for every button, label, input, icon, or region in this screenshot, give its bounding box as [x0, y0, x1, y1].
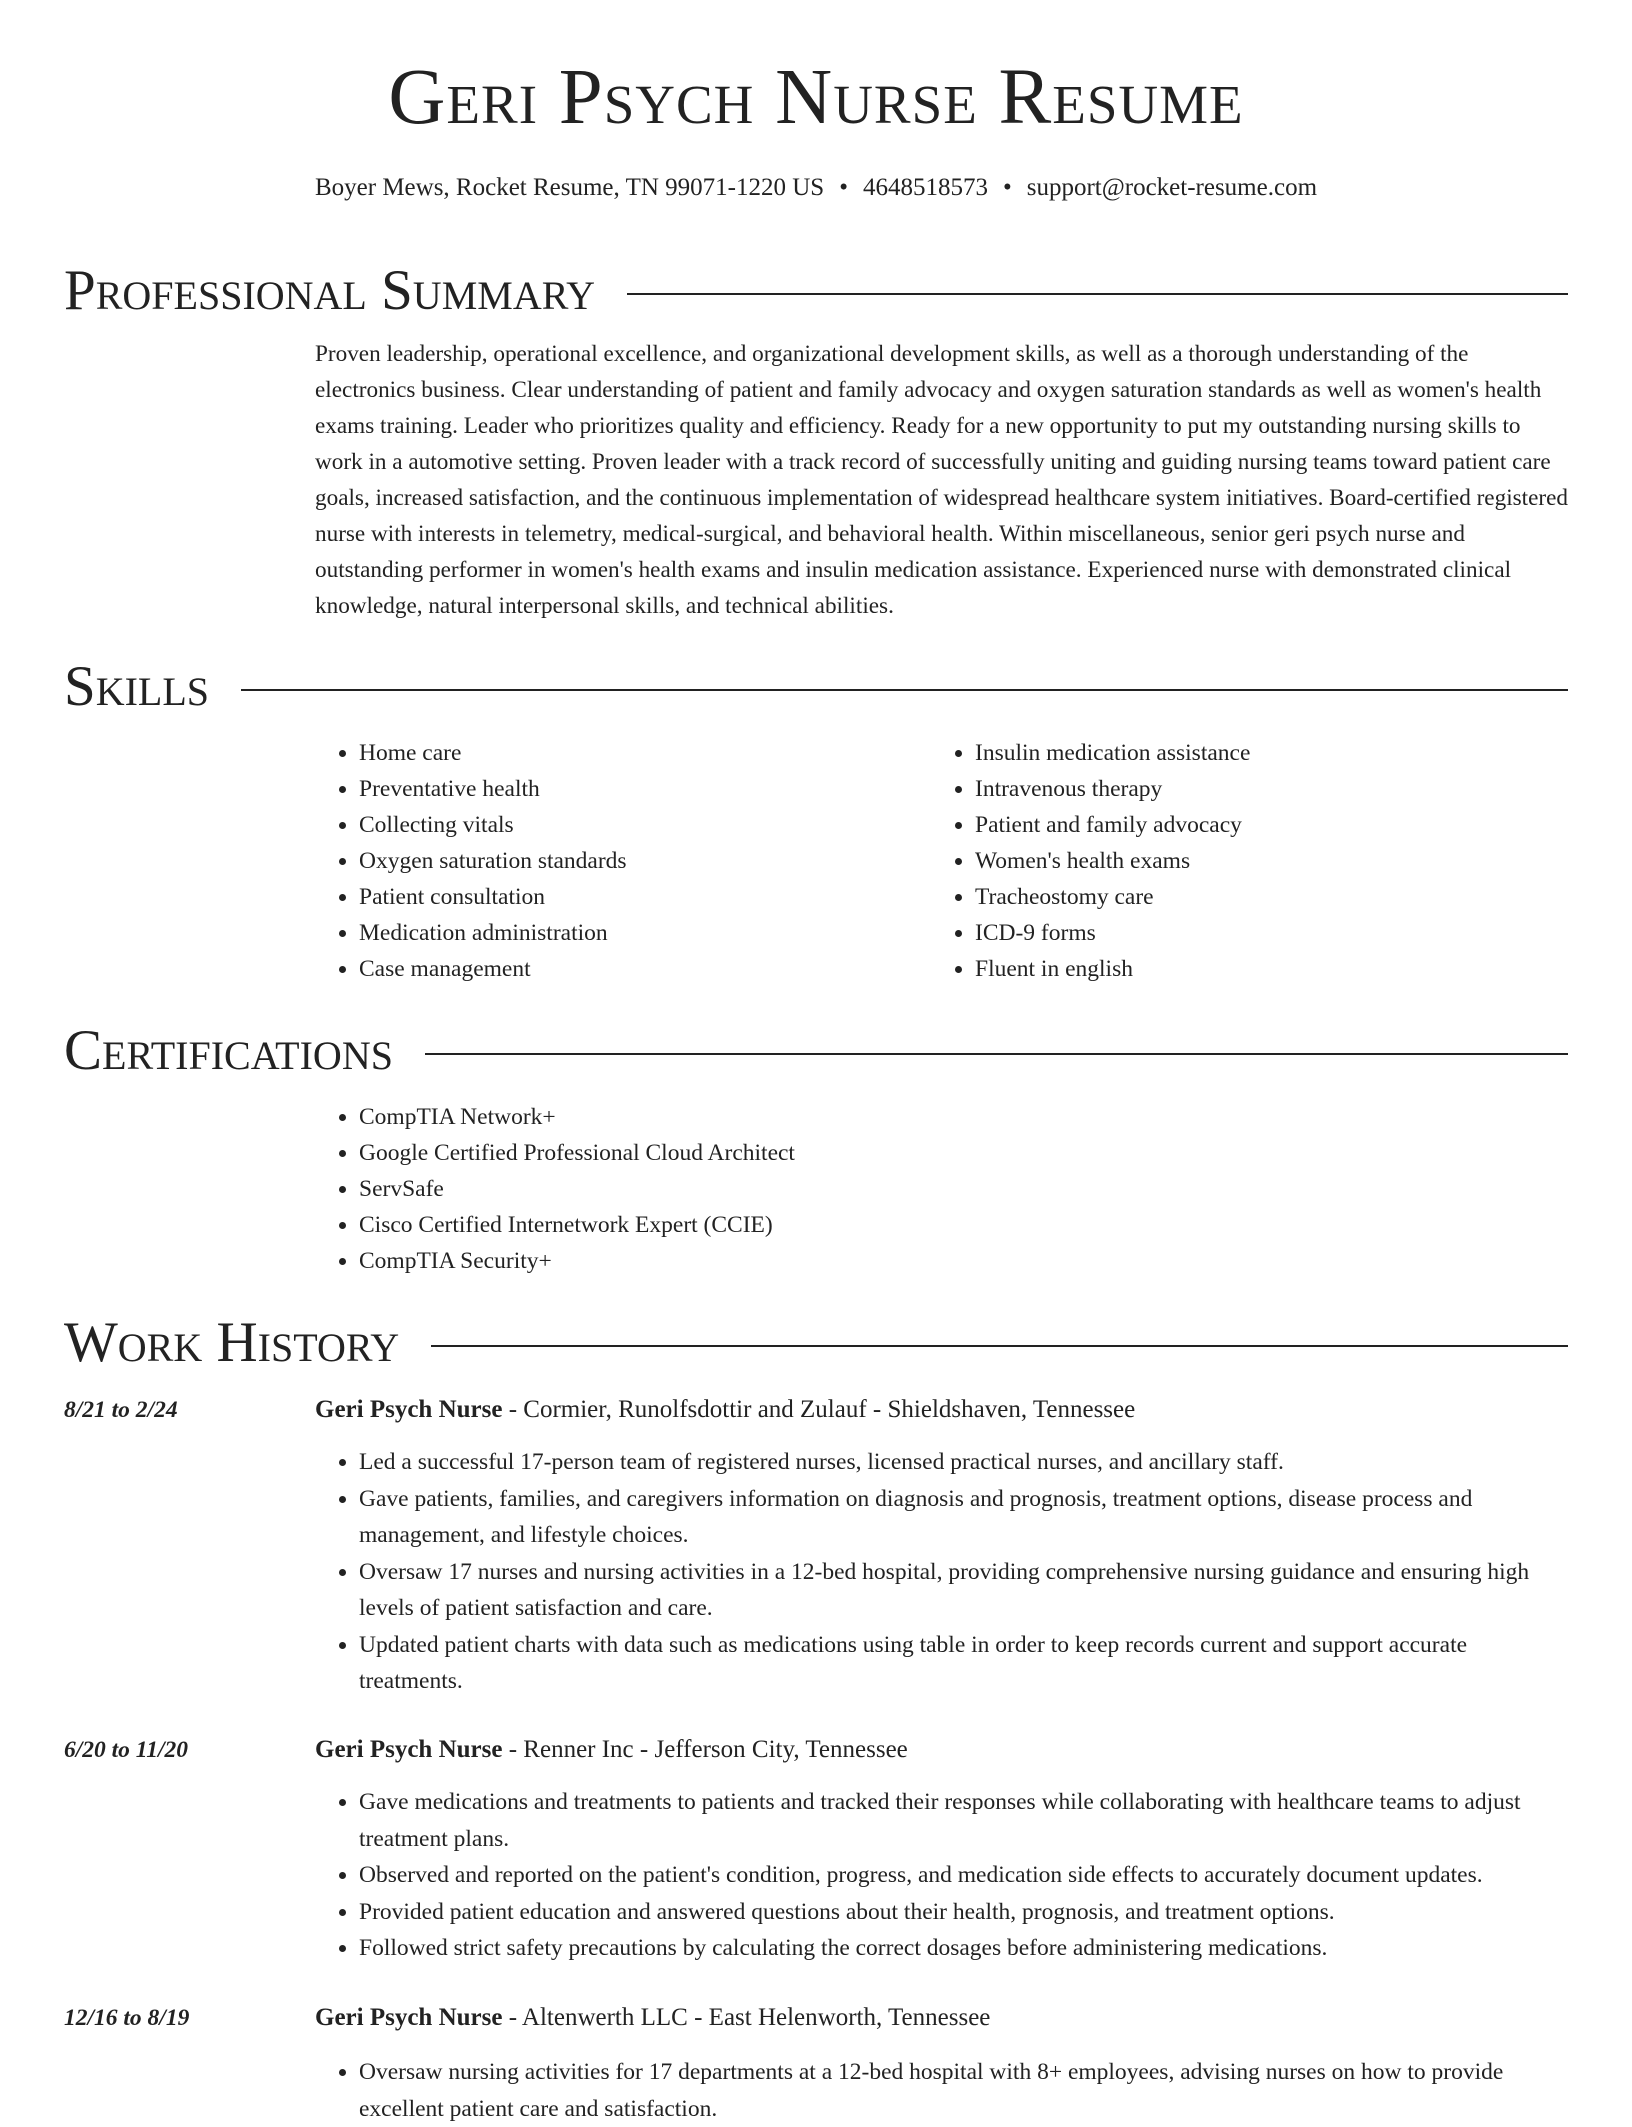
skill-item: • Medication administration [359, 915, 875, 951]
certification-item: • CompTIA Security+ [359, 1243, 1515, 1279]
section-title: Skills [64, 655, 210, 718]
job-bullet: • Gave medications and treatments to patients and tracked their responses while collaborating with healthcare teams to adjust treatment plans. [359, 1784, 1568, 1857]
job-bullet: • Oversaw nursing activities for 17 departments at a 12-bed hospital with 8+ employees, advising nurses on how to provide excellent patient care and satisfaction. [359, 2054, 1568, 2127]
skills-column-right [931, 735, 1551, 987]
job-heading [315, 2004, 990, 2032]
certifications-heading [64, 1019, 1568, 1082]
job-heading [315, 1736, 908, 1764]
skill-item: • Fluent in english [975, 951, 1551, 987]
skills-heading [64, 655, 1568, 718]
job-heading [315, 1396, 1135, 1424]
job-bullet: • Followed strict safety precautions by calculating the correct dosages before administering medications. [359, 1930, 1568, 1967]
phone: 4648518573 [862, 174, 988, 201]
email: support@rocket-resume.com [1026, 174, 1318, 201]
job-dates: 12/16 to 8/19 [64, 2005, 190, 2031]
separator: • [839, 174, 848, 201]
job-bullet: • Provided patient education and answered questions about their health, prognosis, and treatment options. [359, 1894, 1568, 1931]
job-bullet: • Led a successful 17-person team of registered nurses, licensed practical nurses, and ancillary staff. [359, 1444, 1568, 1481]
job-title: Geri Psych Nurse [315, 1396, 503, 1423]
job-employer: - Renner Inc - Jefferson City, Tennessee [502, 1736, 908, 1763]
job-bullet: • Observed and reported on the patient's condition, progress, and medication side effects to accurately document updates. [359, 1857, 1568, 1894]
work-history-heading [64, 1311, 1568, 1374]
resume-title: Geri Psych Nurse Resume [388, 54, 1244, 141]
certifications-list [315, 1099, 1515, 1279]
skill-item: • Oxygen saturation standards [359, 843, 875, 879]
summary-text: Proven leadership, operational excellence, and organizational development skills, as well as a thorough understanding of the electronics business. Clear understanding of patient and family advocacy and oxygen saturation standards as well as women's health exams training. Leader who prioritizes quality and efficiency. Ready for a new opportunity to put my outstanding nursing skills to work in a automotive setting. Proven leader with a track record of successfully uniting and guiding nursing teams toward patient care goals, increased satisfaction, and the continuous implementation of widespread healthcare system initiatives. Board-certified registered nurse with interests in telemetry, medical-surgical, and behavioral health. Within miscellaneous, senior geri psych nurse and outstanding performer in women's health exams and insulin medication assistance. Experienced nurse with demonstrated clinical knowledge, natural interpersonal skills, and technical abilities. [315, 341, 1568, 619]
skill-item: • Insulin medication assistance [975, 735, 1551, 771]
job-bullet: • Updated patient charts with data such as medications using table in order to keep records current and support accurate treatments. [359, 1627, 1568, 1700]
skill-item: • Tracheostomy care [975, 879, 1551, 915]
skill-item: • ICD-9 forms [975, 915, 1551, 951]
certification-item: • Cisco Certified Internetwork Expert (CCIE) [359, 1207, 1515, 1243]
certification-item: • ServSafe [359, 1171, 1515, 1207]
skill-item: • Intravenous therapy [975, 771, 1551, 807]
section-divider [241, 689, 1568, 691]
job-title: Geri Psych Nurse [315, 1736, 503, 1763]
skill-item: • Home care [359, 735, 875, 771]
skill-item: • Case management [359, 951, 875, 987]
skill-item: • Patient consultation [359, 879, 875, 915]
job-bullets [315, 1444, 1568, 1700]
section-title: Certifications [64, 1019, 393, 1082]
separator: • [1002, 174, 1012, 201]
skill-item: • Patient and family advocacy [975, 807, 1551, 843]
job-bullet: • Gave patients, families, and caregivers information on diagnosis and prognosis, treatment options, disease process and management, and lifestyle choices. [359, 1481, 1568, 1554]
job-title: Geri Psych Nurse [315, 2004, 503, 2031]
section-divider [425, 1053, 1568, 1055]
certification-item: • Google Certified Professional Cloud Architect [359, 1135, 1515, 1171]
contact-line [0, 174, 1632, 202]
job-dates: 8/21 to 2/24 [64, 1397, 178, 1423]
job-bullets [315, 2054, 1568, 2127]
address: Boyer Mews, Rocket Resume, TN 99071-1220 US [314, 174, 825, 201]
skill-item: • Preventative health [359, 771, 875, 807]
job-employer: - Cormier, Runolfsdottir and Zulauf - Shieldshaven, Tennessee [502, 1396, 1136, 1423]
section-divider [627, 293, 1568, 295]
job-bullets [315, 1784, 1568, 1967]
section-divider [431, 1345, 1568, 1347]
section-title: Work History [64, 1311, 400, 1374]
skill-item: • Women's health exams [975, 843, 1551, 879]
certification-item: • CompTIA Network+ [359, 1099, 1515, 1135]
job-employer: - Altenwerth LLC - East Helenworth, Tennessee [502, 2004, 991, 2031]
summary-heading [64, 259, 1568, 322]
skills-column-left [315, 735, 875, 987]
skill-item: • Collecting vitals [359, 807, 875, 843]
job-bullet: • Oversaw 17 nurses and nursing activities in a 12-bed hospital, providing comprehensive nursing guidance and ensuring high levels of patient satisfaction and care. [359, 1554, 1568, 1627]
section-title: Professional Summary [64, 259, 596, 322]
job-dates: 6/20 to 11/20 [64, 1737, 189, 1763]
